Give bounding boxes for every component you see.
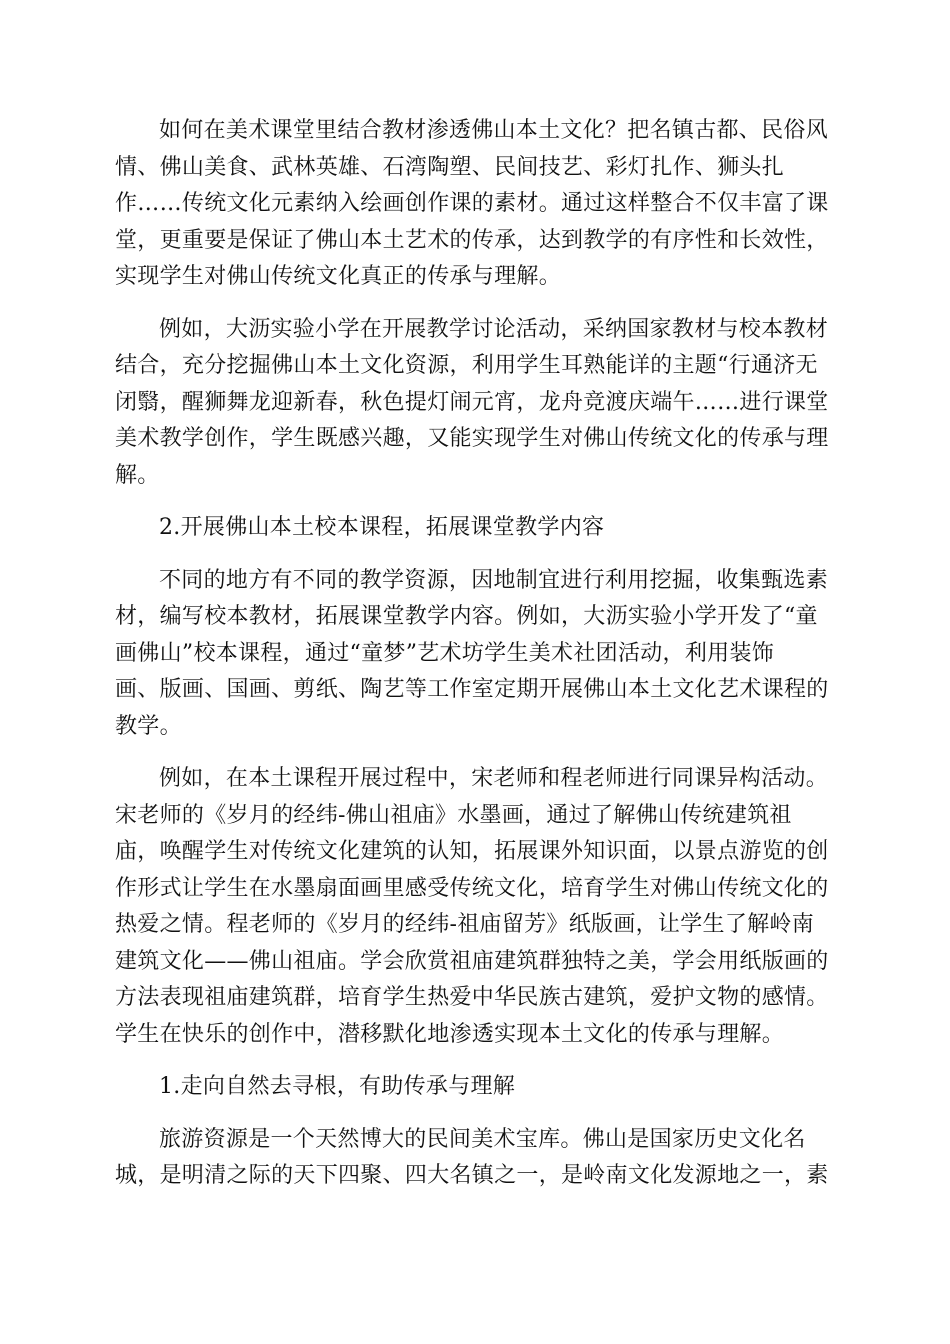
text-line: 建筑文化——佛山祖庙。学会欣赏祖庙建筑群独特之美，学会用纸版画的	[115, 948, 829, 974]
text-line: 城，是明清之际的天下四聚、四大名镇之一，是岭南文化发源地之一，素	[115, 1163, 829, 1188]
text-line: 例如，大沥实验小学在开展教学讨论活动，采纳国家教材与校本教材	[159, 316, 829, 342]
text-line: 学生在快乐的创作中，潜移默化地渗透实现本土文化的传承与理解。	[115, 1021, 785, 1047]
text-line: 宋老师的《岁月的经纬-佛山祖庙》水墨画，通过了解佛山传统建筑祖	[115, 802, 792, 828]
paragraph-2	[115, 312, 830, 495]
text-line: 教学。	[115, 713, 182, 739]
text-line: 热爱之情。程老师的《岁月的经纬-祖庙留芳》纸版画，让学生了解岭南	[115, 912, 815, 937]
paragraph-5	[115, 1122, 830, 1195]
text-line: 堂，更重要是保证了佛山本土艺术的传承，达到教学的有序性和长效性，	[115, 227, 829, 253]
text-line: 材，编写校本教材，拓展课堂教学内容。例如，大沥实验小学开发了“童	[115, 604, 818, 629]
section-heading-1	[115, 1069, 830, 1106]
text-line: 结合，充分挖掘佛山本土文化资源，利用学生耳熟能详的主题“行通济无	[115, 353, 818, 378]
document-body	[115, 113, 830, 1195]
section-heading-text: 1.走向自然去寻根，有助传承与理解	[159, 1074, 516, 1099]
text-line: 旅游资源是一个天然博大的民间美术宝库。佛山是国家历史文化名	[159, 1126, 806, 1152]
text-line: 美术教学创作，学生既感兴趣，又能实现学生对佛山传统文化的传承与理	[115, 426, 829, 451]
section-heading-2	[115, 510, 830, 547]
text-line: 实现学生对佛山传统文化真正的传承与理解。	[115, 264, 562, 289]
text-line: 情、佛山美食、武林英雄、石湾陶塑、民间技艺、彩灯扎作、狮头扎	[115, 154, 785, 180]
text-line: 如何在美术课堂里结合教材渗透佛山本土文化？把名镇古都、民俗风	[159, 118, 829, 143]
paragraph-4	[115, 761, 830, 1053]
text-line: 不同的地方有不同的教学资源，因地制宜进行利用挖掘，收集甄选素	[159, 567, 829, 593]
text-line: 画、版画、国画、剪纸、陶艺等工作室定期开展佛山本土文化艺术课程的	[115, 677, 829, 702]
text-line: 例如，在本土课程开展过程中，宋老师和程老师进行同课异构活动。	[159, 766, 829, 791]
paragraph-3	[115, 563, 830, 746]
text-line: 作……传统文化元素纳入绘画创作课的素材。通过这样整合不仅丰富了课	[115, 191, 829, 216]
text-line: 闭翳，醒狮舞龙迎新春，秋色提灯闹元宵，龙舟竞渡庆端午……进行课堂	[115, 389, 829, 415]
paragraph-1	[115, 113, 830, 296]
text-line: 庙，唤醒学生对传统文化建筑的认知，拓展课外知识面，以景点游览的创	[115, 839, 829, 864]
text-line: 作形式让学生在水墨扇面画里感受传统文化，培育学生对佛山传统文化的	[115, 875, 829, 901]
text-line: 方法表现祖庙建筑群，培育学生热爱中华民族古建筑，爱护文物的感情。	[115, 985, 829, 1010]
text-line: 解。	[115, 462, 160, 488]
text-line: 画佛山”校本课程，通过“童梦”艺术坊学生美术社团活动，利用装饰	[115, 640, 775, 666]
section-heading-text: 2.开展佛山本土校本课程，拓展课堂教学内容	[159, 515, 605, 540]
